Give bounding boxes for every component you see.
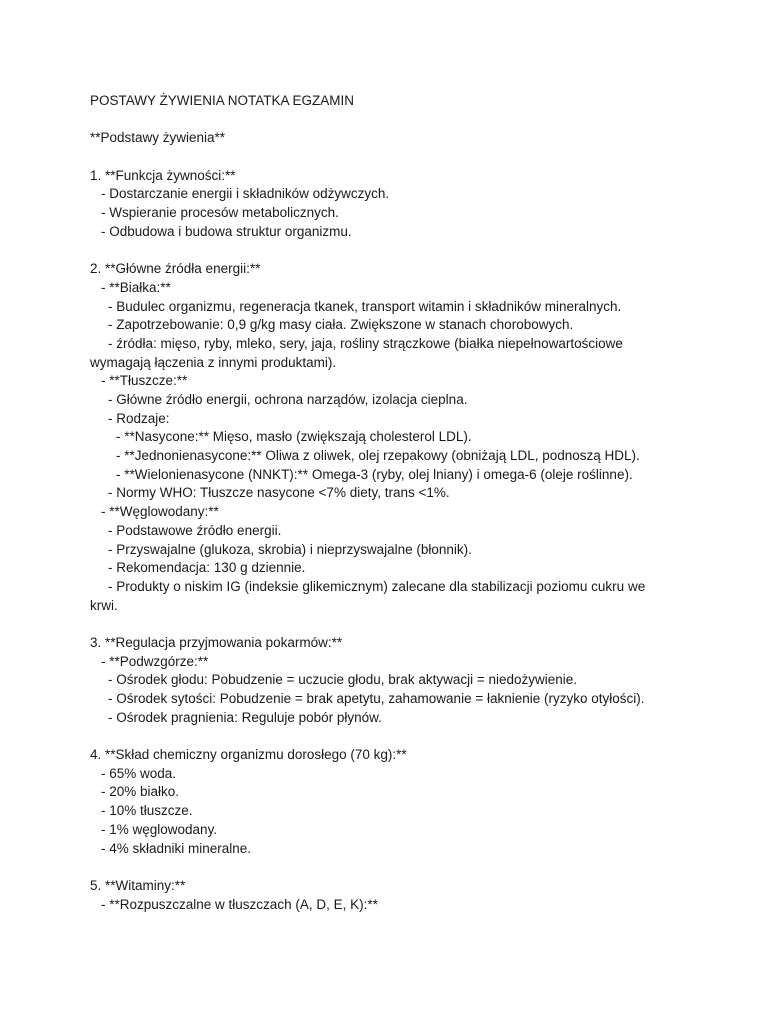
spacer (90, 242, 680, 261)
list-item: - Zapotrzebowanie: 0,9 g/kg masy ciała. Zwiększone w stanach chorobowych. (108, 317, 574, 333)
document-text (90, 92, 680, 914)
subsection-label-tluszcze: - **Tłuszcze:** (101, 373, 188, 389)
document-subtitle: **Podstawy żywienia** (90, 130, 226, 146)
list-item: - Ośrodek sytości: Pobudzenie = brak apetytu, zahamowanie = łaknienie (ryzyko otyłości). (108, 691, 645, 706)
spacer (90, 148, 680, 167)
list-item: - Budulec organizmu, regeneracja tkanek, transport witamin i składników mineralnych. (108, 298, 622, 314)
subsection-label-bialka: - **Białka:** (101, 279, 171, 295)
spacer (90, 615, 680, 634)
list-item: - Główne źródło energii, ochrona narządów, izolacja cieplna. (108, 392, 468, 407)
list-item: - **Rozpuszczalne w tłuszczach (A, D, E, K):** (101, 896, 378, 912)
subsection-label-weglowodany: - **Węglowodany:** (101, 504, 219, 520)
section-4-heading: 4. **Skład chemiczny organizmu dorosłego (70 kg):** (90, 747, 407, 763)
list-item: - 4% składniki mineralne. (101, 840, 252, 856)
spacer (90, 858, 680, 877)
list-item: - 10% tłuszcze. (101, 803, 193, 819)
section-3-heading: 3. **Regulacja przyjmowania pokarmów:** (90, 634, 343, 650)
list-item: - **Jednonienasycone:** Oliwa z oliwek, olej rzepakowy (obniżają LDL, podnoszą HDL). (116, 448, 640, 464)
list-item: - Rekomendacja: 130 g dziennie. (108, 560, 306, 576)
list-item: - 65% woda. (101, 765, 177, 781)
list-item-continuation: wymagają łączenia z innymi produktami). (90, 354, 337, 370)
list-item: - Normy WHO: Tłuszcze nasycone <7% diety, trans <1%. (108, 485, 450, 501)
list-item: - 20% białko. (101, 784, 180, 800)
document-title: POSTAWY ŻYWIENIA NOTATKA EGZAMIN (90, 93, 355, 108)
list-item: - Rodzaje: (108, 410, 170, 426)
spacer (90, 727, 680, 746)
list-item: - źródła: mięso, ryby, mleko, sery, jaja, rośliny strączkowe (białka niepełnowartościowe (108, 335, 623, 351)
list-item: - Dostarczanie energii i składników odżywczych. (101, 186, 390, 202)
list-item: - Produkty o niskim IG (indeksie glikemicznym) zalecane dla stabilizacji poziomu cukru we (108, 578, 646, 594)
list-item: - **Nasycone:** Mięso, masło (zwiększają cholesterol LDL). (116, 429, 472, 445)
list-item: - Ośrodek pragnienia: Reguluje pobór płynów. (108, 709, 382, 725)
list-item: - **Wielonienasycone (NNKT):** Omega-3 (ryby, olej lniany) i omega-6 (oleje roślinne). (116, 466, 633, 482)
spacer (90, 111, 680, 130)
list-item: - Odbudowa i budowa struktur organizmu. (101, 223, 352, 239)
list-item-continuation: krwi. (90, 597, 118, 613)
list-item: - Ośrodek głodu: Pobudzenie = uczucie głodu, brak aktywacji = niedożywienie. (108, 672, 578, 688)
section-1-heading: 1. **Funkcja żywności:** (90, 167, 236, 183)
list-item: - Przyswajalne (glukoza, skrobia) i nieprzyswajalne (błonnik). (108, 541, 472, 557)
subsection-label-podwzgorze: - **Podwzgórze:** (101, 653, 209, 669)
section-2-heading: 2. **Główne źródła energii:** (90, 261, 261, 277)
list-item: - Wspieranie procesów metabolicznych. (101, 205, 339, 221)
list-item: - Podstawowe źródło energii. (108, 522, 282, 538)
section-5-heading: 5. **Witaminy:** (90, 877, 186, 893)
list-item: - 1% węglowodany. (101, 821, 218, 837)
